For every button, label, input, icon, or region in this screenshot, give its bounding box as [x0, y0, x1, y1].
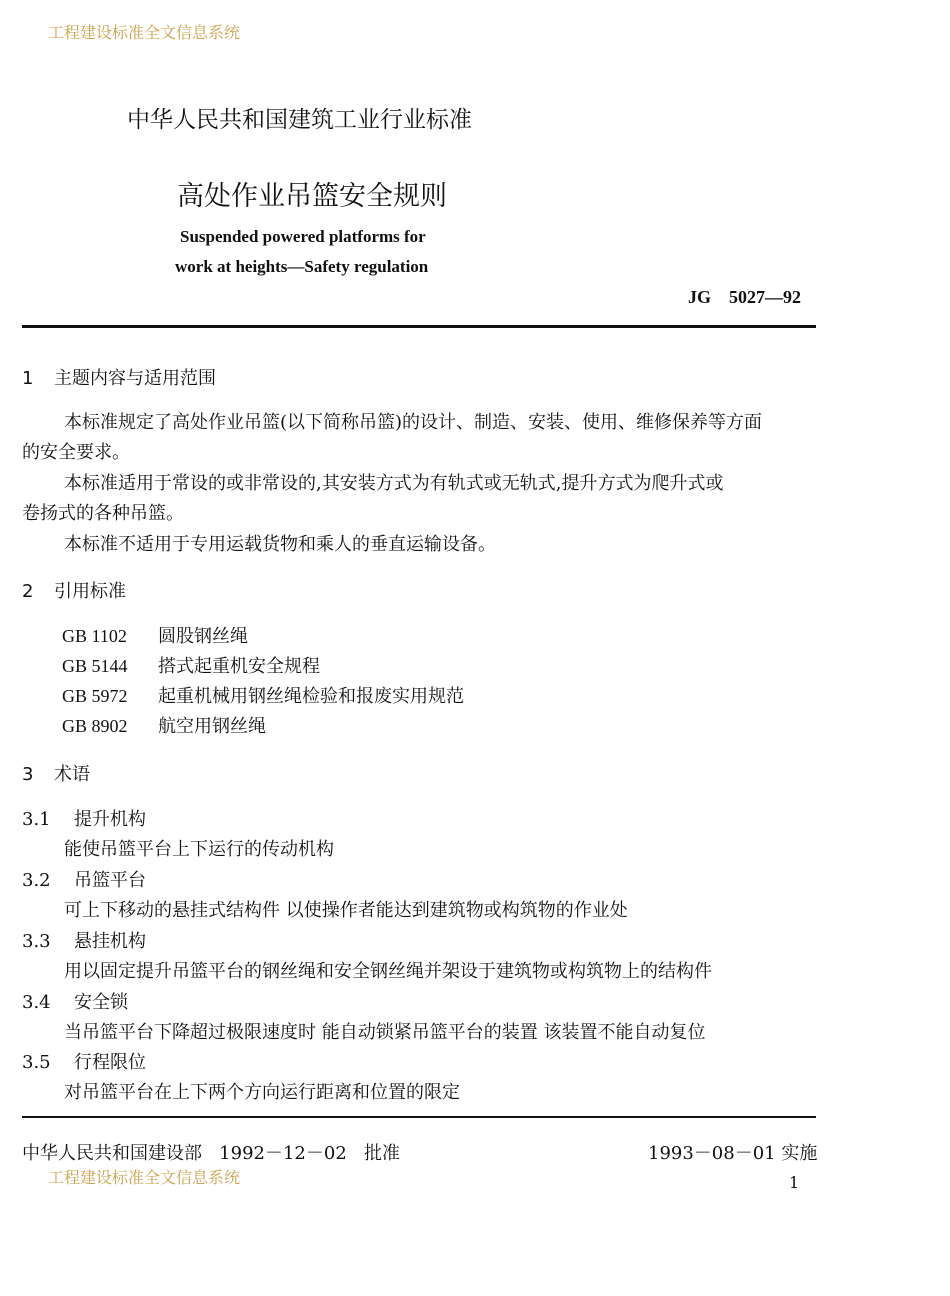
effective-date: 1993－08－01 实施 [648, 1143, 818, 1164]
english-title-line-1: Suspended powered platforms for [180, 227, 426, 246]
term-number: 3.5 [22, 1052, 51, 1073]
paragraph-2-line-1: 本标准适用于常设的或非常设的,其安装方式为有轨式或无轨式,提升方式为爬升式或 [64, 473, 724, 494]
term-number: 3.1 [22, 809, 51, 830]
section-number: 2 [22, 581, 34, 602]
term-definition: 能使吊篮平台上下运行的传动机构 [64, 839, 334, 860]
reference-name: 起重机械用钢丝绳检验和报废实用规范 [158, 686, 464, 707]
term-name: 提升机构 [74, 809, 146, 830]
footer-divider [22, 1116, 816, 1118]
section-title: 主题内容与适用范围 [54, 368, 216, 389]
term-name: 吊篮平台 [74, 870, 146, 891]
watermark-bottom: 工程建设标准全文信息系统 [48, 1168, 241, 1187]
term-heading [22, 988, 128, 1014]
term-definition: 对吊篮平台在上下两个方向运行距离和位置的限定 [64, 1082, 460, 1103]
term-heading [22, 866, 146, 892]
term-name: 悬挂机构 [74, 931, 146, 952]
section-1-heading [22, 364, 216, 390]
standard-code: JG 5027—92 [688, 287, 802, 307]
reference-code: GB 8902 [62, 716, 128, 736]
paragraph-2-line-2: 卷扬式的各种吊篮。 [22, 503, 184, 524]
term-definition: 用以固定提升吊篮平台的钢丝绳和安全钢丝绳并架设于建筑物或构筑物上的结构件 [64, 961, 712, 982]
section-title: 引用标准 [54, 581, 126, 602]
section-number: 1 [22, 368, 34, 389]
term-name: 行程限位 [74, 1052, 146, 1073]
reference-name: 航空用钢丝绳 [158, 716, 266, 737]
reference-code: GB 5144 [62, 656, 128, 676]
reference-name: 搭式起重机安全规程 [158, 656, 320, 677]
section-2-heading [22, 577, 126, 603]
reference-item [62, 652, 320, 678]
section-title: 术语 [54, 764, 90, 785]
page-number: 1 [789, 1173, 800, 1192]
industry-standard-heading: 中华人民共和国建筑工业行业标准 [127, 107, 472, 133]
reference-code: GB 1102 [62, 626, 127, 646]
term-heading [22, 927, 146, 953]
approval-line: 中华人民共和国建设部 1992－12－02 批准 [22, 1143, 400, 1164]
section-number: 3 [22, 764, 34, 785]
term-heading [22, 805, 146, 831]
reference-code: GB 5972 [62, 686, 128, 706]
reference-item [62, 622, 248, 648]
reference-name: 圆股钢丝绳 [158, 626, 248, 647]
term-number: 3.4 [22, 992, 51, 1013]
document-title: 高处作业吊篮安全规则 [177, 181, 447, 212]
reference-item [62, 712, 266, 738]
term-definition: 当吊篮平台下降超过极限速度时 能自动锁紧吊篮平台的装置 该装置不能自动复位 [64, 1022, 706, 1043]
term-number: 3.3 [22, 931, 51, 952]
english-title-line-2: work at heights—Safety regulation [175, 257, 429, 276]
reference-item [62, 682, 464, 708]
paragraph-3: 本标准不适用于专用运载货物和乘人的垂直运输设备。 [64, 534, 496, 555]
term-definition: 可上下移动的悬挂式结构件 以使操作者能达到建筑物或构筑物的作业处 [64, 900, 628, 921]
watermark-top: 工程建设标准全文信息系统 [48, 23, 241, 42]
paragraph-1-line-2: 的安全要求。 [22, 442, 130, 463]
term-number: 3.2 [22, 870, 51, 891]
section-3-heading [22, 760, 90, 786]
header-divider [22, 325, 816, 328]
paragraph-1-line-1: 本标准规定了高处作业吊篮(以下简称吊篮)的设计、制造、安装、使用、维修保养等方面 [64, 412, 763, 433]
term-heading [22, 1048, 146, 1074]
term-name: 安全锁 [74, 992, 128, 1013]
